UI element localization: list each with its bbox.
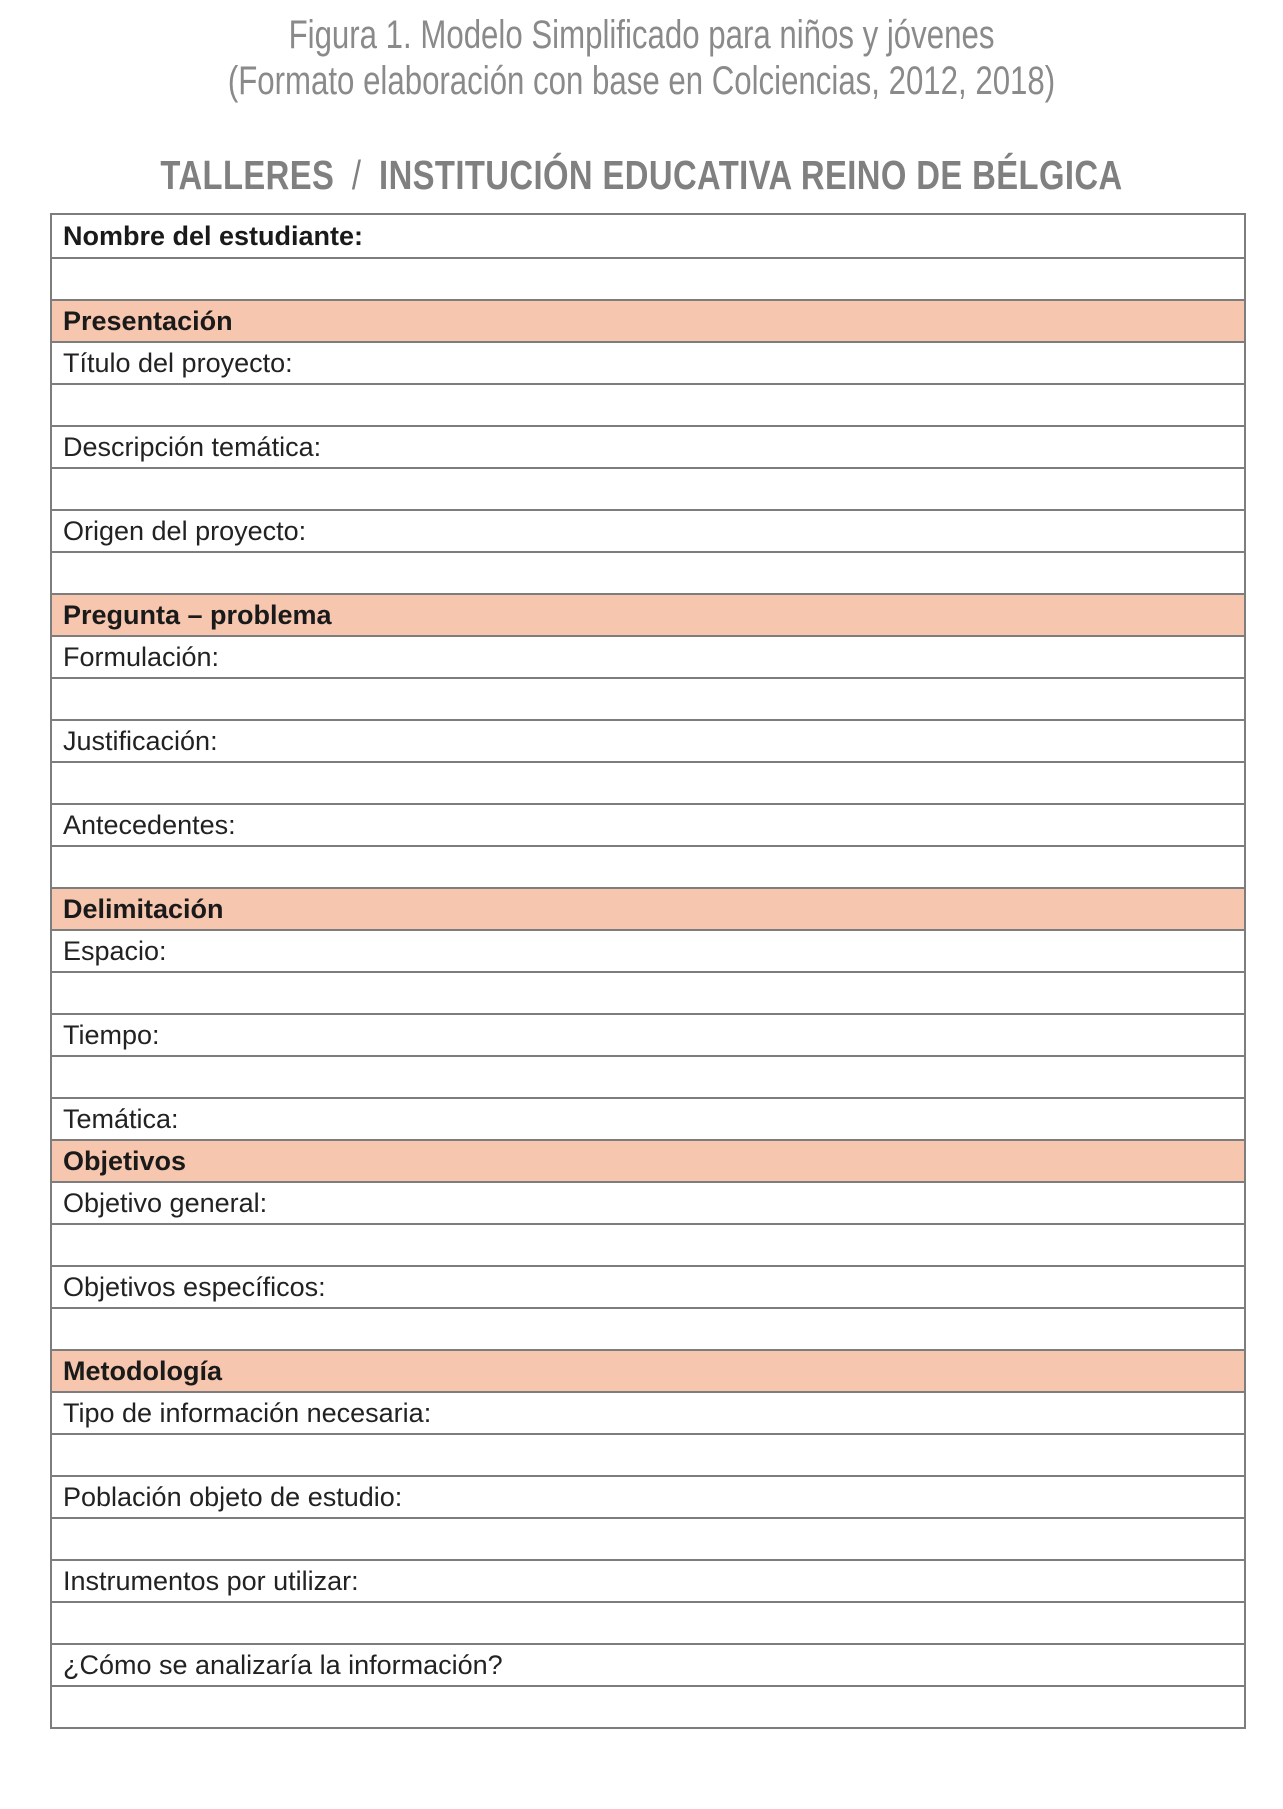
student-name-answer-row — [51, 258, 1245, 300]
heading-separator: / — [351, 152, 362, 198]
field-label-row — [51, 510, 1245, 552]
section-header-objetivos — [51, 1140, 1245, 1182]
field-label-poblacion: Población objeto de estudio: — [51, 1476, 1245, 1518]
field-label-tiempo: Tiempo: — [51, 1014, 1245, 1056]
field-label-row — [51, 804, 1245, 846]
field-label-row — [51, 1014, 1245, 1056]
field-answer-tipo-informacion[interactable] — [51, 1434, 1245, 1476]
section-header-delimitacion — [51, 888, 1245, 930]
field-label-analisis: ¿Cómo se analizaría la información? — [51, 1644, 1245, 1686]
field-answer-row — [51, 1308, 1245, 1350]
figure-caption-source: (Formato elaboración con base en Colciencias, 2012, 2018) — [227, 59, 1056, 103]
field-label-titulo: Título del proyecto: — [51, 342, 1245, 384]
field-answer-row — [51, 1518, 1245, 1560]
page-heading — [128, 150, 1154, 200]
field-label-row — [51, 1182, 1245, 1224]
field-label-origen: Origen del proyecto: — [51, 510, 1245, 552]
field-label-instrumentos: Instrumentos por utilizar: — [51, 1560, 1245, 1602]
field-label-row — [51, 342, 1245, 384]
field-label-row — [51, 426, 1245, 468]
section-title: Pregunta – problema — [51, 594, 1245, 636]
field-answer-justificacion[interactable] — [51, 762, 1245, 804]
field-label-formulacion: Formulación: — [51, 636, 1245, 678]
field-label-espacio: Espacio: — [51, 930, 1245, 972]
field-answer-row — [51, 678, 1245, 720]
field-answer-row — [51, 762, 1245, 804]
field-label-row — [51, 930, 1245, 972]
student-name-answer[interactable] — [51, 258, 1245, 300]
field-label-descripcion: Descripción temática: — [51, 426, 1245, 468]
field-answer-instrumentos[interactable] — [51, 1602, 1245, 1644]
field-answer-row — [51, 1602, 1245, 1644]
project-form-table — [50, 213, 1246, 1729]
field-answer-row — [51, 1224, 1245, 1266]
field-answer-row — [51, 384, 1245, 426]
field-label-row — [51, 1098, 1245, 1140]
field-answer-formulacion[interactable] — [51, 678, 1245, 720]
field-answer-objetivos-especificos[interactable] — [51, 1308, 1245, 1350]
field-label-tematica: Temática: — [51, 1098, 1245, 1140]
section-header-presentacion — [51, 300, 1245, 342]
field-label-row — [51, 1476, 1245, 1518]
student-name-label: Nombre del estudiante: — [51, 214, 1245, 258]
field-answer-row — [51, 1434, 1245, 1476]
field-answer-row — [51, 552, 1245, 594]
field-answer-poblacion[interactable] — [51, 1518, 1245, 1560]
field-answer-row — [51, 1056, 1245, 1098]
field-answer-analisis[interactable] — [51, 1686, 1245, 1728]
field-label-row — [51, 1644, 1245, 1686]
field-answer-row — [51, 972, 1245, 1014]
field-label-row — [51, 636, 1245, 678]
section-header-pregunta — [51, 594, 1245, 636]
heading-institution: INSTITUCIÓN EDUCATIVA REINO DE BÉLGICA — [379, 152, 1123, 198]
field-label-row — [51, 1266, 1245, 1308]
section-title: Delimitación — [51, 888, 1245, 930]
field-answer-descripcion[interactable] — [51, 468, 1245, 510]
figure-caption-title: Figura 1. Modelo Simplificado para niños y jóvenes — [288, 13, 995, 57]
heading-talleres: TALLERES — [160, 152, 335, 198]
section-header-metodologia — [51, 1350, 1245, 1392]
field-answer-row — [51, 1686, 1245, 1728]
field-answer-objetivo-general[interactable] — [51, 1224, 1245, 1266]
field-answer-origen[interactable] — [51, 552, 1245, 594]
section-title: Objetivos — [51, 1140, 1245, 1182]
field-answer-titulo[interactable] — [51, 384, 1245, 426]
field-answer-espacio[interactable] — [51, 972, 1245, 1014]
section-title: Metodología — [51, 1350, 1245, 1392]
field-answer-row — [51, 468, 1245, 510]
field-answer-row — [51, 846, 1245, 888]
field-label-row — [51, 1560, 1245, 1602]
student-name-row — [51, 214, 1245, 258]
field-label-justificacion: Justificación: — [51, 720, 1245, 762]
field-answer-antecedentes[interactable] — [51, 846, 1245, 888]
field-label-tipo-informacion: Tipo de información necesaria: — [51, 1392, 1245, 1434]
field-answer-tiempo[interactable] — [51, 1056, 1245, 1098]
field-label-row — [51, 720, 1245, 762]
field-label-antecedentes: Antecedentes: — [51, 804, 1245, 846]
field-label-objetivos-especificos: Objetivos específicos: — [51, 1266, 1245, 1308]
field-label-row — [51, 1392, 1245, 1434]
field-label-objetivo-general: Objetivo general: — [51, 1182, 1245, 1224]
section-title: Presentación — [51, 300, 1245, 342]
